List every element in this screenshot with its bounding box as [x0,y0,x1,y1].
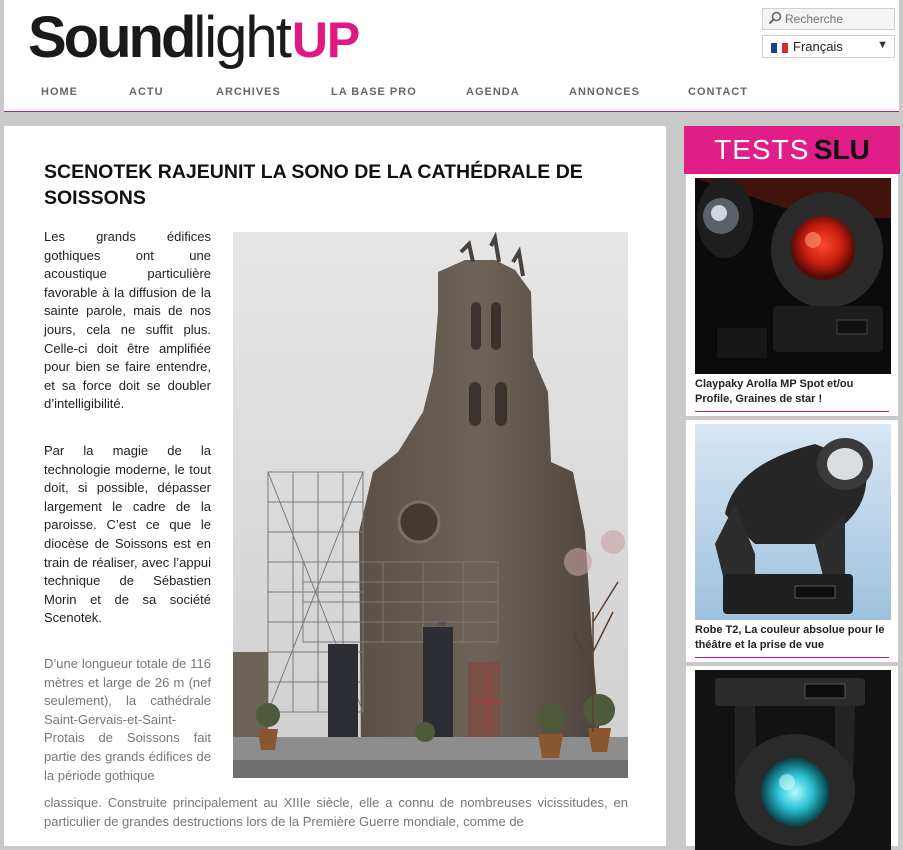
moving-head-photo[interactable] [695,670,891,850]
search-icon [768,11,782,25]
main-nav [4,84,899,104]
nav-annonces[interactable]: ANNONCES [569,86,640,98]
article-paragraph: D’une longueur totale de 116 mètres et large de 26 m (nef seulement), la cathédrale Saint-Gervais-et-Saint-Protais de Soissons fait partie des grands édifices de la période gothique [44,656,211,783]
nav-archives[interactable]: ARCHIVES [216,86,281,98]
language-selected: Français [793,39,843,54]
sidebar-card[interactable] [686,174,898,416]
chevron-down-icon: ▼ [877,39,888,51]
card-divider [695,657,889,658]
site-logo[interactable] [28,4,359,74]
card-caption[interactable]: Claypaky Arolla MP Spot et/ou Profile, Graines de star ! [695,378,854,405]
sidebar [684,126,900,846]
logo-sound: Sound [28,5,194,70]
sidebar-card[interactable] [686,666,898,846]
search-input[interactable] [785,11,890,27]
robe-t2-photo[interactable] [695,424,891,620]
tests-slu-banner[interactable] [684,126,900,174]
nav-contact[interactable]: CONTACT [688,86,748,98]
fr-flag-icon [771,43,788,53]
nav-agenda[interactable]: AGENDA [466,86,520,98]
card-divider [695,411,889,412]
card-caption[interactable]: Robe T2, La couleur absolue pour le théâtre et la prise de vue [695,624,885,651]
article-paragraph: Les grands édifices gothiques ont une acoustique particulière favorable à la diffusion de la sainte parole, mais de nos jours, cela ne suffit plus. Celle-ci doit être amplifiée pour bien se faire entendre, et sa force doit se doubler d’intelligibilité. [44,229,211,412]
nav-la-base-pro[interactable]: LA BASE PRO [331,86,417,98]
nav-actu[interactable]: ACTU [129,86,164,98]
cathedral-photo[interactable] [233,232,628,778]
site-header [4,0,899,112]
claypaky-arolla-photo[interactable] [695,178,891,374]
sidebar-card[interactable] [686,420,898,662]
search-box[interactable] [762,8,895,30]
language-select[interactable] [762,35,895,58]
article-content [4,126,666,846]
article-paragraph: Par la magie de la technologie moderne, le tout doit, si possible, dépasser largement le cadre de la paroisse. C’est ce que le diocèse de Soissons est en train de réaliser, avec l’appui technique de Sébastien Morin et de sa société Scenotek. [44,443,211,626]
nav-home[interactable]: HOME [41,86,78,98]
banner-slu: SLU [813,134,870,165]
banner-tests: TESTS [714,134,810,165]
article-paragraph-continued: classique. Construite principalement au XIIIe siècle, elle a connu de nombreuses vicissitudes, en particulier de grandes destructions lors de la Première Guerre mondiale, comme de [44,795,628,829]
logo-up: UP [291,12,360,68]
logo-light: light [193,5,290,70]
article-title: SCENOTEK RAJEUNIT LA SONO DE LA CATHÉDRALE DE SOISSONS [44,161,583,209]
